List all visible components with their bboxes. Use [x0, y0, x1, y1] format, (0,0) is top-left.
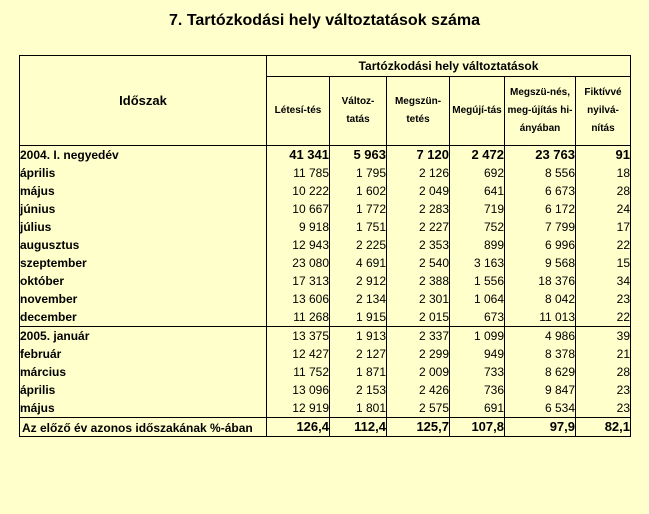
cell: 5 963	[330, 146, 387, 165]
cell: 11 752	[267, 363, 330, 381]
cell: 2 225	[330, 236, 387, 254]
cell: 673	[450, 308, 505, 327]
table-row	[20, 399, 631, 418]
cell: 2 337	[387, 327, 450, 346]
cell: 11 013	[505, 308, 576, 327]
cell: 1 913	[330, 327, 387, 346]
row-label: május	[20, 399, 267, 418]
summary-row	[20, 418, 631, 437]
row-label: április	[20, 381, 267, 399]
cell: 8 042	[505, 290, 576, 308]
cell: 4 691	[330, 254, 387, 272]
cell: 1 801	[330, 399, 387, 418]
column-header: Megújí-tás	[450, 77, 505, 146]
cell: 2 472	[450, 146, 505, 165]
cell: 752	[450, 218, 505, 236]
cell: 2 353	[387, 236, 450, 254]
cell: 39	[576, 327, 631, 346]
cell: 17	[576, 218, 631, 236]
cell: 125,7	[387, 418, 450, 437]
table-row	[20, 146, 631, 165]
cell: 28	[576, 182, 631, 200]
cell: 7 120	[387, 146, 450, 165]
table-row	[20, 308, 631, 327]
table-row	[20, 164, 631, 182]
cell: 1 099	[450, 327, 505, 346]
cell: 12 427	[267, 345, 330, 363]
cell: 13 096	[267, 381, 330, 399]
cell: 11 268	[267, 308, 330, 327]
cell: 691	[450, 399, 505, 418]
table-row	[20, 182, 631, 200]
table-title: 7. Tartózkodási hely változtatások száma	[169, 12, 480, 29]
table-row	[20, 254, 631, 272]
cell: 82,1	[576, 418, 631, 437]
cell: 24	[576, 200, 631, 218]
cell: 9 568	[505, 254, 576, 272]
cell: 1 795	[330, 164, 387, 182]
row-label: április	[20, 164, 267, 182]
cell: 2 426	[387, 381, 450, 399]
row-label: 2005. január	[20, 327, 267, 346]
table-row	[20, 218, 631, 236]
cell: 1 556	[450, 272, 505, 290]
data-table	[19, 55, 631, 437]
row-label: november	[20, 290, 267, 308]
cell: 23	[576, 381, 631, 399]
cell: 18 376	[505, 272, 576, 290]
cell: 15	[576, 254, 631, 272]
cell: 2 009	[387, 363, 450, 381]
cell: 9 918	[267, 218, 330, 236]
row-label: június	[20, 200, 267, 218]
cell: 1 751	[330, 218, 387, 236]
cell: 6 172	[505, 200, 576, 218]
cell: 28	[576, 363, 631, 381]
cell: 9 847	[505, 381, 576, 399]
table-row	[20, 327, 631, 346]
cell: 126,4	[267, 418, 330, 437]
cell: 10 667	[267, 200, 330, 218]
cell: 2 575	[387, 399, 450, 418]
cell: 112,4	[330, 418, 387, 437]
column-header: Létesí-tés	[267, 77, 330, 146]
cell: 692	[450, 164, 505, 182]
cell: 12 943	[267, 236, 330, 254]
cell: 18	[576, 164, 631, 182]
table-row	[20, 236, 631, 254]
cell: 4 986	[505, 327, 576, 346]
cell: 22	[576, 236, 631, 254]
cell: 8 629	[505, 363, 576, 381]
row-label: március	[20, 363, 267, 381]
cell: 1 915	[330, 308, 387, 327]
cell: 12 919	[267, 399, 330, 418]
row-label: május	[20, 182, 267, 200]
cell: 2 388	[387, 272, 450, 290]
cell: 2 134	[330, 290, 387, 308]
cell: 8 556	[505, 164, 576, 182]
column-header: Megszü-nés, meg-újítás hi-ányában	[505, 77, 576, 146]
cell: 1 871	[330, 363, 387, 381]
cell: 2 015	[387, 308, 450, 327]
cell: 1 772	[330, 200, 387, 218]
cell: 11 785	[267, 164, 330, 182]
cell: 2 126	[387, 164, 450, 182]
table-row	[20, 363, 631, 381]
cell: 22	[576, 308, 631, 327]
table-row	[20, 345, 631, 363]
row-label: február	[20, 345, 267, 363]
cell: 13 606	[267, 290, 330, 308]
row-label: augusztus	[20, 236, 267, 254]
column-header: Fiktívvé nyilvá-nítás	[576, 77, 631, 146]
column-header: Változ-tatás	[330, 77, 387, 146]
cell: 2 049	[387, 182, 450, 200]
cell: 6 673	[505, 182, 576, 200]
cell: 733	[450, 363, 505, 381]
cell: 23	[576, 399, 631, 418]
cell: 7 799	[505, 218, 576, 236]
cell: 1 602	[330, 182, 387, 200]
cell: 949	[450, 345, 505, 363]
column-header: Megszün-tetés	[387, 77, 450, 146]
cell: 8 378	[505, 345, 576, 363]
cell: 736	[450, 381, 505, 399]
cell: 107,8	[450, 418, 505, 437]
table-row	[20, 200, 631, 218]
cell: 41 341	[267, 146, 330, 165]
table-row	[20, 290, 631, 308]
cell: 13 375	[267, 327, 330, 346]
cell: 2 227	[387, 218, 450, 236]
cell: 3 163	[450, 254, 505, 272]
table-row	[20, 272, 631, 290]
cell: 2 540	[387, 254, 450, 272]
cell: 6 996	[505, 236, 576, 254]
row-label: október	[20, 272, 267, 290]
cell: 21	[576, 345, 631, 363]
cell: 6 534	[505, 399, 576, 418]
period-header: Időszak	[20, 56, 267, 146]
row-label: július	[20, 218, 267, 236]
cell: 1 064	[450, 290, 505, 308]
row-label: december	[20, 308, 267, 327]
summary-label: Az előző év azonos időszakának %-ában	[20, 418, 267, 437]
cell: 10 222	[267, 182, 330, 200]
group-header: Tartózkodási hely változtatások	[267, 56, 631, 77]
cell: 97,9	[505, 418, 576, 437]
cell: 2 301	[387, 290, 450, 308]
cell: 23 080	[267, 254, 330, 272]
cell: 91	[576, 146, 631, 165]
cell: 719	[450, 200, 505, 218]
cell: 899	[450, 236, 505, 254]
cell: 2 127	[330, 345, 387, 363]
row-label: 2004. I. negyedév	[20, 146, 267, 165]
cell: 23 763	[505, 146, 576, 165]
cell: 2 912	[330, 272, 387, 290]
cell: 23	[576, 290, 631, 308]
cell: 17 313	[267, 272, 330, 290]
table-row	[20, 381, 631, 399]
cell: 2 299	[387, 345, 450, 363]
row-label: szeptember	[20, 254, 267, 272]
cell: 34	[576, 272, 631, 290]
cell: 2 153	[330, 381, 387, 399]
cell: 2 283	[387, 200, 450, 218]
cell: 641	[450, 182, 505, 200]
